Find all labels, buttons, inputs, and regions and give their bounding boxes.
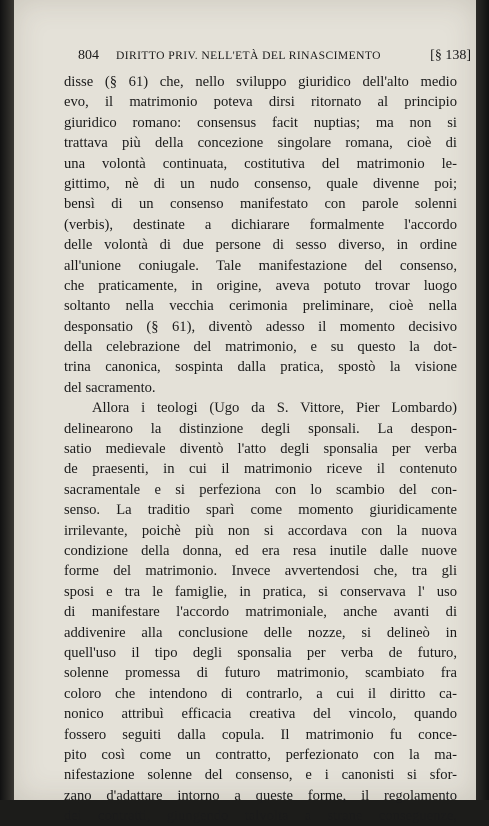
text-line: sacramentale e si perfeziona con lo scambio del con- [64,481,457,498]
text-line: una volontà continuata, costitutiva del matrimonio le- [64,155,457,172]
text-line: fossero seguiti dalla copula. Il matrimonio fu conce- [64,726,457,743]
text-line: coloro che intendono di contrarlo, a cui il diritto ca- [64,685,457,702]
text-line: che praticamente, in origine, aveva potuto trovar luogo [64,277,457,294]
text-line: forme del matrimonio. Invece avvertendosi che, tra gli [64,563,457,580]
text-line: de praesenti, in cui il matrimonio riceve il contenuto [64,461,457,478]
text-line: solenne promessa di futuro matrimonio, scambiato fra [64,665,457,682]
text-line: delle volontà di due persone di sesso diverso, in ordine [64,237,457,254]
body-text [64,72,457,826]
left-binding-shadow [0,0,14,800]
paragraph-2 [64,398,457,826]
text-line: all'unione coniugale. Tale manifestazione del consenso, [64,257,457,274]
text-line: addivenire alla conclusione delle nozze, si delineò in [64,624,457,641]
text-line: desponsatio (§ 61), diventò adesso il momento decisivo [64,318,457,335]
text-line: nonico attribuì efficacia creativa del vincolo, quando [64,706,457,723]
text-line: nifestazione solenne del consenso, e i canonisti si sfor- [64,767,457,784]
text-line: di manifestare l'accordo matrimoniale, anche avanti di [64,604,457,621]
text-line: satio medievale diventò l'atto degli sponsalia per verba [64,441,457,458]
text-line: Allora i teologi (Ugo da S. Vittore, Pier Lombardo) [92,400,457,417]
text-line: condizione della donna, ed era resa inutile dalle nuove [64,542,457,559]
text-line: trina canonica, sospinta dalla pratica, spostò la visione [64,359,457,376]
text-line: disse (§ 61) che, nello sviluppo giuridico dell'alto medio [64,74,457,90]
text-line: trattava più della concezione singolare romana, cioè di [64,135,457,152]
text-line: delinearono la distinzione degli sponsali. La despon- [64,420,457,437]
text-line: pito così come un contratto, perfezionato con la ma- [64,746,457,763]
text-line: giuridico romano: consensus facit nuptias; ma non si [64,114,457,131]
paragraph-1 [64,72,457,398]
right-edge-shadow [476,0,489,800]
running-title: DIRITTO PRIV. NELL'ETÀ DEL RINASCIMENTO [116,49,381,62]
text-line: (verbis), destinate a dichiarare formalmente l'accordo [64,216,457,233]
text-line: dei contratti, giungendo talvolta a strane conseguenze, [64,808,457,825]
text-line: evo, il matrimonio poteva dirsi ritornato al principio [64,94,457,111]
text-line: gittimo, nè di un nudo consenso, quale divenne poi; [64,175,457,192]
running-header [78,48,471,68]
text-line: bensì di un consenso manifestato con parole solenni [64,196,457,213]
text-line: del sacramento. [64,379,156,396]
text-line: della celebrazione del matrimonio, e su questo la dot- [64,339,457,356]
text-line: zano d'adattare intorno a queste forme, il regolamento [64,787,457,804]
page-number: 804 [78,48,99,63]
section-reference: [§ 138] [430,48,471,63]
text-line: sposi e tra le famiglie, in pratica, si conservava l' uso [64,583,457,600]
text-line: irrilevante, poichè più non si accordava con la nuova [64,522,457,539]
text-line: quell'uso il tipo degli sponsalia per verba de futuro, [64,644,457,661]
text-line: senso. La traditio sparì come momento giuridicamente [64,502,457,519]
text-line: soltanto nella vecchia cerimonia preliminare, cioè nella [64,298,457,315]
